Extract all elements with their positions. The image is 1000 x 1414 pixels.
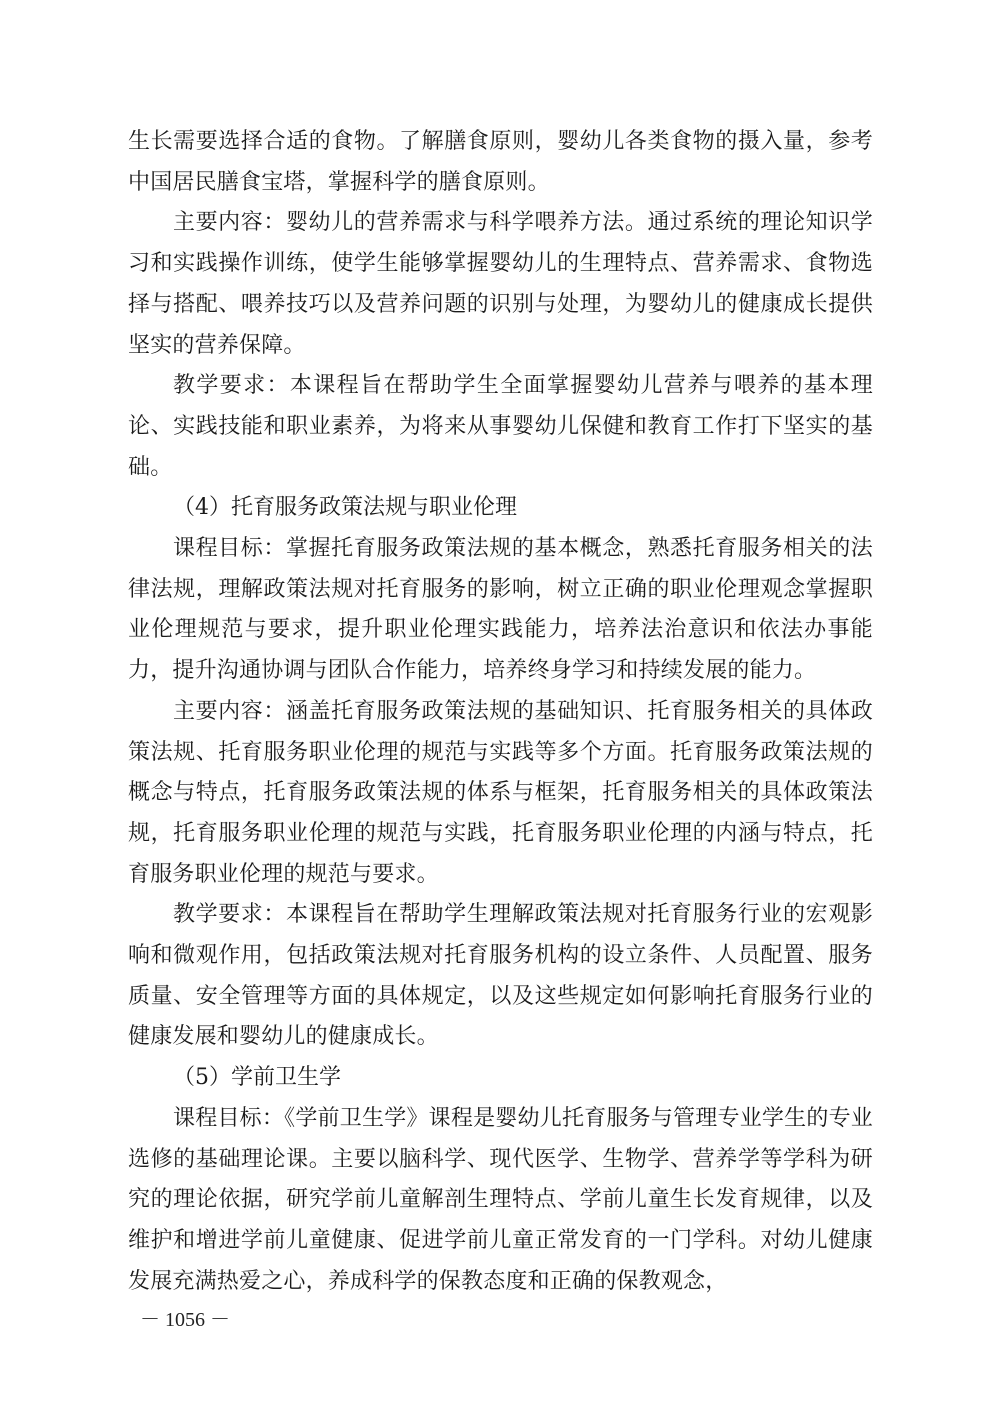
- document-body: [128, 122, 873, 1302]
- paragraph-policy-requirements: 教学要求：本课程旨在帮助学生理解政策法规对托育服务行业的宏观影响和微观作用，包括政策法规对托育服务机构的设立条件、人员配置、服务质量、安全管理等方面的具体规定，以及这些规定如何影响托育服务行业的健康发展和婴幼儿的健康成长。: [128, 902, 873, 1050]
- paragraph-continuation: 生长需要选择合适的食物。了解膳食原则，婴幼儿各类食物的摄入量，参考中国居民膳食宝塔，掌握科学的膳食原则。: [128, 129, 873, 195]
- paragraph-policy-objectives: 课程目标：掌握托育服务政策法规的基本概念，熟悉托育服务相关的法律法规，理解政策法规对托育服务的影响，树立正确的职业伦理观念掌握职业伦理规范与要求，提升职业伦理实践能力，培养法治意识和依法办事能力，提升沟通协调与团队合作能力，培养终身学习和持续发展的能力。: [128, 536, 873, 684]
- section-heading-policy-ethics: （4）托育服务政策法规与职业伦理: [173, 495, 517, 521]
- paragraph-nutrition-content: 主要内容：婴幼儿的营养需求与科学喂养方法。通过系统的理论知识学习和实践操作训练，使学生能够掌握婴幼儿的生理特点、营养需求、食物选择与搭配、喂养技巧以及营养问题的识别与处理，为婴幼儿的健康成长提供坚实的营养保障。: [128, 210, 873, 358]
- paragraph-nutrition-requirements: 教学要求：本课程旨在帮助学生全面掌握婴幼儿营养与喂养的基本理论、实践技能和职业素养，为将来从事婴幼儿保健和教育工作打下坚实的基础。: [128, 373, 873, 480]
- paragraph-hygiene-objectives: 课程目标：《学前卫生学》课程是婴幼儿托育服务与管理专业学生的专业选修的基础理论课。主要以脑科学、现代医学、生物学、营养学等学科为研究的理论依据，研究学前儿童解剖生理特点、学前儿童生长发育规律，以及维护和增进学前儿童健康、促进学前儿童正常发育的一门学科。对幼儿健康发展充满热爱之心，养成科学的保教态度和正确的保教观念，: [128, 1105, 873, 1294]
- section-heading-preschool-hygiene: （5）学前卫生学: [173, 1065, 341, 1091]
- paragraph-policy-content: 主要内容：涵盖托育服务政策法规的基础知识、托育服务相关的具体政策法规、托育服务职业伦理的规范与实践等多个方面。托育服务政策法规的概念与特点，托育服务政策法规的体系与框架，托育服务相关的具体政策法规，托育服务职业伦理的规范与实践，托育服务职业伦理的内涵与特点，托育服务职业伦理的规范与要求。: [128, 698, 873, 887]
- page-number: － 1056 －: [140, 1309, 230, 1331]
